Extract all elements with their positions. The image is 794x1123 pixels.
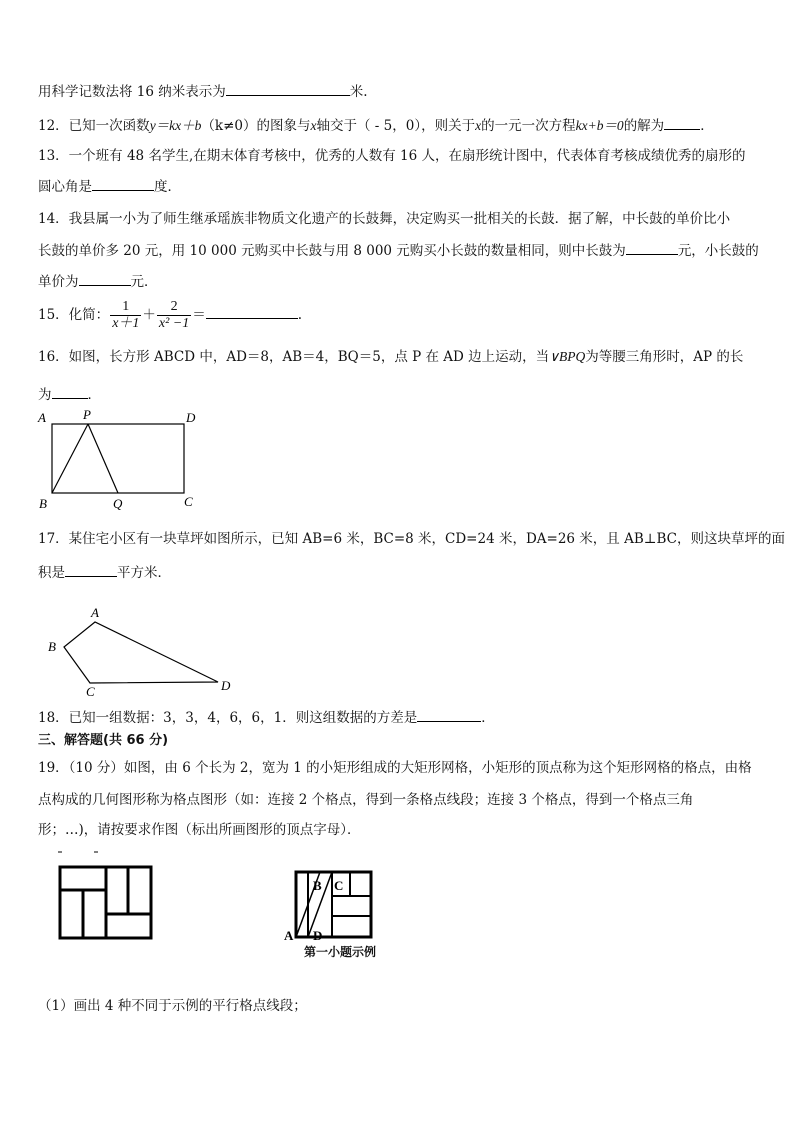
- q16-text: 为: [38, 387, 52, 403]
- question-13: 13．一个班有 48 名学生,在期末体育考核中，优秀的人数有 16 人，在扇形统计图中，代表体育考核成绩优秀的扇形的: [38, 148, 746, 164]
- equals-sign: ＝: [192, 307, 206, 323]
- label-d: D: [313, 928, 323, 943]
- label-c: C: [184, 494, 193, 509]
- quadrilateral-abcd: [64, 622, 218, 683]
- denominator: x² −1: [158, 316, 190, 331]
- question-11: [38, 80, 758, 102]
- answer-blank: [52, 383, 88, 399]
- q12-text: 的解为: [623, 118, 665, 134]
- q12-equation: kx+b＝0: [575, 118, 624, 133]
- question-18: [38, 706, 758, 728]
- rectangle: [52, 424, 184, 493]
- answer-blank: [664, 114, 700, 130]
- q17-text: 积是: [38, 565, 65, 581]
- q14-text: 元．: [130, 274, 158, 290]
- question-17-line2: [38, 561, 758, 583]
- grid-figure: [50, 850, 160, 945]
- label-p: P: [83, 407, 91, 422]
- answer-blank: [226, 80, 350, 96]
- q12-prefix: 12．已知一次函数: [38, 118, 150, 134]
- question-19-line3: 形；…)，请按要求作图（标出所画图形的顶点字母）．: [38, 822, 361, 838]
- question-14-line3: [38, 270, 758, 292]
- question-13-line2: [38, 175, 758, 197]
- answer-blank: [417, 706, 481, 722]
- q14-text: 单价为: [38, 274, 79, 290]
- numerator: 1: [110, 299, 141, 316]
- label-q: Q: [113, 496, 123, 511]
- question-14: 14．我县属一小为了师生继承瑶族非物质文化遗产的长鼓舞，决定购买一批相关的长鼓．据了解，中长鼓的单价比小: [38, 211, 731, 227]
- label-c: C: [86, 684, 95, 699]
- example-caption: 第一小题示例: [304, 945, 377, 959]
- denominator: x＋1: [112, 316, 140, 331]
- question-16: [38, 347, 758, 367]
- q12-text: 轴交于（ - 5，0），则关于: [316, 118, 476, 134]
- q11-text: 用科学记数法将 16 纳米表示为: [38, 84, 226, 100]
- question-14-line2: [38, 239, 758, 261]
- question-19: 19．（10 分）如图，由 6 个长为 2，宽为 1 的小矩形组成的大矩形网格，小矩形的顶点称为这个矩形网格的格点，由格: [38, 760, 752, 776]
- q12-text: 的一元一次方程: [481, 118, 576, 134]
- answer-blank: [79, 270, 131, 286]
- q12-function: y＝kx＋b: [149, 118, 202, 133]
- answer-blank: [92, 175, 154, 191]
- segment-bp: [52, 424, 88, 493]
- lawn-figure: [40, 600, 250, 700]
- q15-prefix: 15．化简：: [38, 307, 110, 323]
- fraction-2: [157, 299, 191, 332]
- q13-text: 度．: [154, 179, 181, 195]
- q16-text: 16．如图，长方形 ABCD 中，AD＝8，AB＝4，BQ＝5，点 P 在 AD 边上运动，当: [38, 349, 550, 365]
- segment-pq: [88, 424, 118, 493]
- label-c: C: [334, 878, 344, 893]
- label-b: B: [313, 878, 322, 893]
- question-19-sub1: （1）画出 4 种不同于示例的平行格点线段；: [38, 998, 307, 1014]
- question-19-line2: 点构成的几何图形称为格点图形（如：连接 2 个格点，得到一条格点线段；连接 3 个格点，得到一个格点三角: [38, 792, 694, 808]
- fraction-1: [110, 299, 141, 332]
- q11-unit: 米.: [349, 84, 368, 100]
- q12-var: x: [475, 118, 482, 133]
- rectangle-abcd-figure: [30, 402, 210, 514]
- q16-text: 为等腰三角形时，AP 的长: [585, 349, 744, 365]
- q17-text: 平方米．: [117, 565, 171, 581]
- answer-blank: [65, 561, 117, 577]
- q18-text: 18．已知一组数据：3，3，4，6，6，1．则这组数据的方差是: [38, 710, 418, 726]
- label-b: B: [39, 496, 47, 511]
- q14-text: 元，小长鼓的: [677, 243, 759, 259]
- label-d: D: [221, 678, 231, 693]
- q16-text: ．: [87, 387, 101, 403]
- question-12: [38, 114, 758, 136]
- numerator: 2: [157, 299, 191, 316]
- question-15: [38, 297, 758, 333]
- q13-text: 圆心角是: [38, 179, 92, 195]
- answer-blank: [626, 239, 678, 255]
- q12-condition: （k≠0）: [201, 118, 257, 134]
- question-17: 17．某住宅小区有一块草坪如图所示，已知 AB=6 米，BC=8 米，CD=24 米，DA=26 米，且 AB⊥BC，则这块草坪的面: [38, 531, 785, 547]
- section-title: 三、解答题(共 66 分): [38, 733, 169, 748]
- answer-blank: [206, 303, 298, 319]
- q12-var: x: [310, 118, 317, 133]
- q18-end: ．: [481, 710, 495, 726]
- plus-sign: ＋: [142, 307, 156, 323]
- q16-triangle: ∨BPQ: [549, 349, 586, 364]
- label-a: A: [38, 410, 46, 425]
- q15-end: .: [297, 307, 303, 323]
- q12-text: 的图象与: [256, 118, 311, 134]
- label-a: A: [91, 605, 99, 620]
- q12-end: ．: [700, 118, 714, 134]
- q14-text: 长鼓的单价多 20 元，用 10 000 元购买中长鼓与用 8 000 元购买小长鼓的数量相同，则中长鼓为: [38, 243, 626, 259]
- label-b: B: [48, 639, 56, 654]
- label-d: D: [186, 410, 196, 425]
- label-a: A: [284, 928, 294, 943]
